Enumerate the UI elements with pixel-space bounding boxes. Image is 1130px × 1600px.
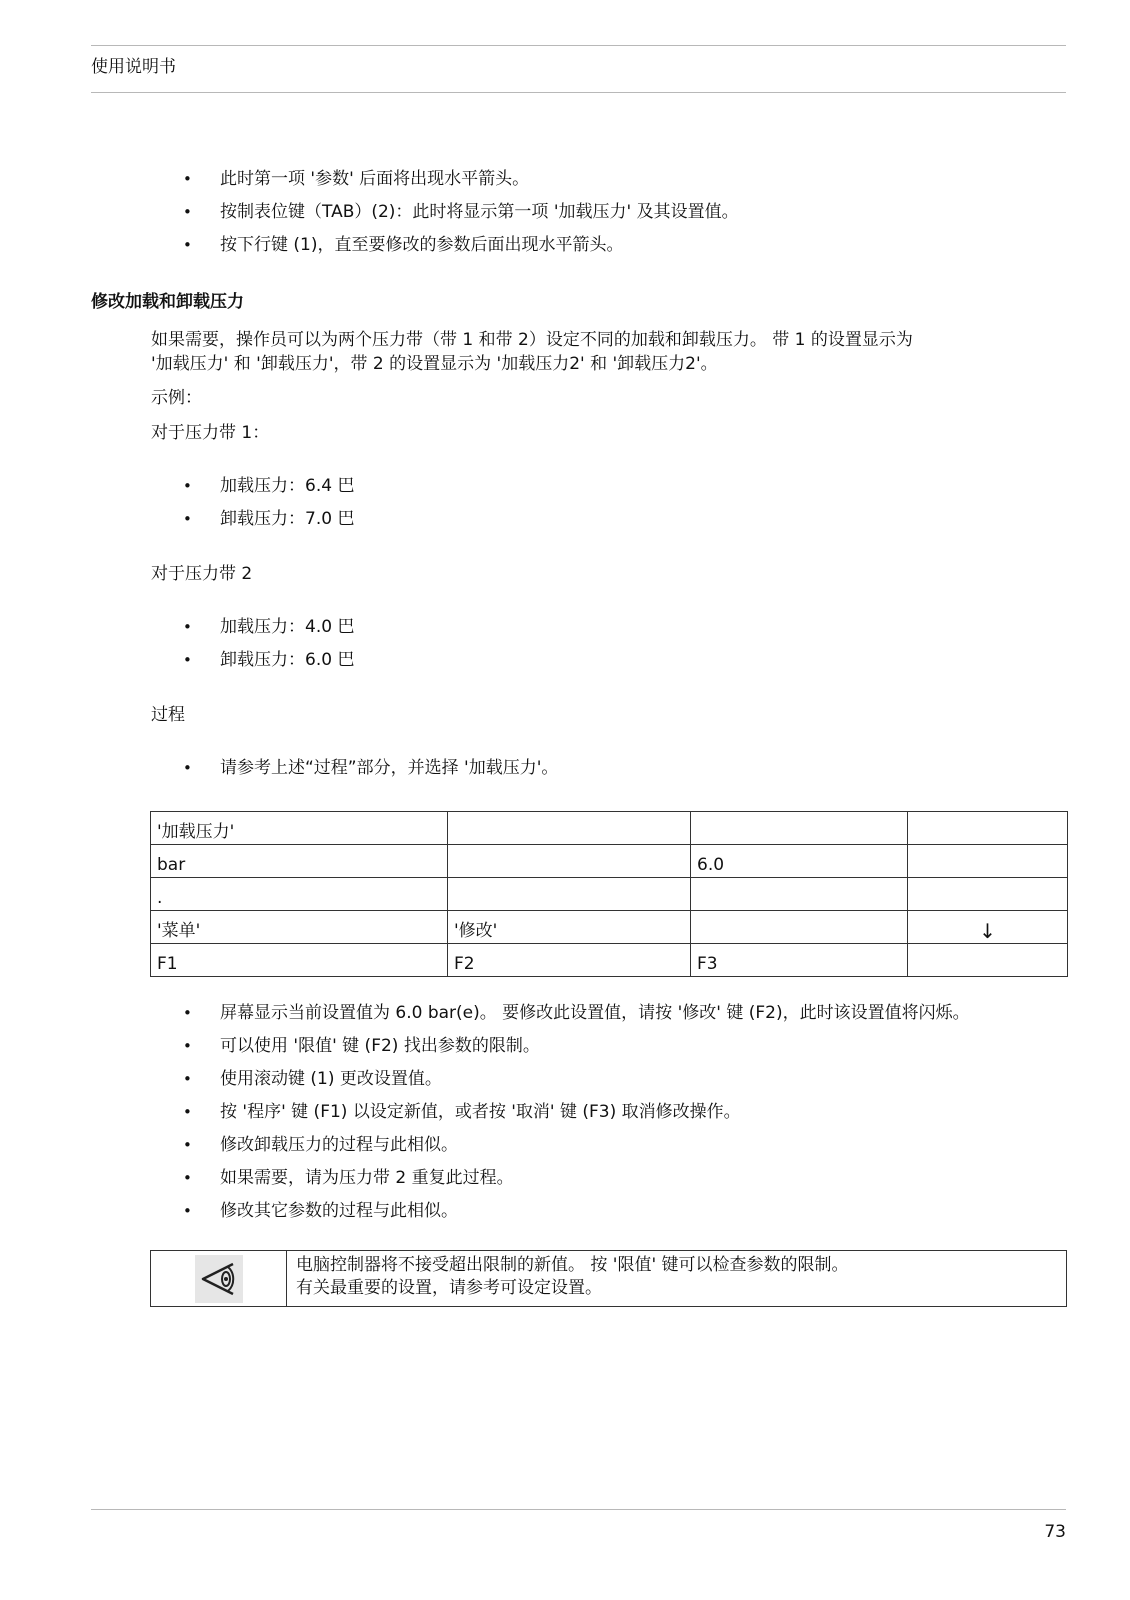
- band1-label: 对于压力带 1：: [151, 423, 270, 443]
- list-item: • 按下行键 (1)，直至要修改的参数后面出现水平箭头。: [150, 229, 739, 262]
- list-item: • 如果需要，请为压力带 2 重复此过程。: [150, 1162, 970, 1195]
- note-text-cell: [287, 1251, 1067, 1307]
- procedure-label: 过程: [151, 705, 185, 725]
- table-row: [151, 812, 1068, 845]
- list-item: • 加载压力：4.0 巴: [150, 611, 354, 644]
- controller-display-table: [150, 811, 1068, 977]
- example-label: 示例：: [151, 388, 202, 408]
- list-item: • 加载压力：6.4 巴: [150, 470, 354, 503]
- header-bottom-rule: [91, 92, 1066, 93]
- table-cell: [691, 878, 908, 911]
- list-item: • 请参考上述“过程”部分，并选择 '加载压力'。: [150, 752, 558, 785]
- table-row: [151, 845, 1068, 878]
- document-title: 使用说明书: [91, 57, 176, 77]
- table-cell: '加载压力': [151, 812, 448, 845]
- intro-bullet-list: [150, 163, 739, 262]
- list-item: • 卸载压力：6.0 巴: [150, 644, 354, 677]
- table-cell: [691, 812, 908, 845]
- note-line: 有关最重要的设置，请参考可设定设置。: [296, 1278, 602, 1298]
- note-box: [150, 1250, 1067, 1307]
- function-key-f3: F3: [691, 944, 908, 977]
- menu-softkey-label: '菜单': [151, 911, 448, 944]
- list-item: • 屏幕显示当前设置值为 6.0 bar(e)。 要修改此设置值，请按 '修改' 键 (F2)，此时该设置值将闪烁。: [150, 997, 970, 1030]
- function-key-f1: F1: [151, 944, 448, 977]
- table-row: [151, 878, 1068, 911]
- list-item: • 使用滚动键 (1) 更改设置值。: [150, 1063, 970, 1096]
- table-cell: [691, 911, 908, 944]
- description-line: '加载压力' 和 '卸载压力'，带 2 的设置显示为 '加载压力2' 和 '卸载压力2'。: [151, 354, 718, 374]
- list-item: • 此时第一项 '参数' 后面将出现水平箭头。: [150, 163, 739, 196]
- table-cell: [448, 845, 691, 878]
- band2-label: 对于压力带 2: [151, 564, 253, 584]
- down-arrow-icon: ↓: [908, 911, 1068, 944]
- note-line: 电脑控制器将不接受超出限制的新值。 按 '限值' 键可以检查参数的限制。: [296, 1255, 849, 1275]
- list-item: • 按 '程序' 键 (F1) 以设定新值，或者按 '取消' 键 (F3) 取消修改操作。: [150, 1096, 970, 1129]
- table-row: [151, 944, 1068, 977]
- table-cell: [908, 812, 1068, 845]
- table-cell: [908, 944, 1068, 977]
- page-number: 73: [1044, 1522, 1066, 1542]
- band2-bullet-list: [150, 611, 354, 677]
- table-cell: [448, 812, 691, 845]
- note-icon-cell: [151, 1251, 287, 1307]
- table-row: [151, 911, 1068, 944]
- description-line: 如果需要，操作员可以为两个压力带（带 1 和带 2）设定不同的加载和卸载压力。 带 1 的设置显示为: [151, 330, 913, 350]
- section-heading: 修改加载和卸载压力: [91, 292, 244, 312]
- modify-softkey-label: '修改': [448, 911, 691, 944]
- list-item: • 按制表位键（TAB）(2)：此时将显示第一项 '加载压力' 及其设置值。: [150, 196, 739, 229]
- list-item: • 可以使用 '限值' 键 (F2) 找出参数的限制。: [150, 1030, 970, 1063]
- table-cell: 6.0: [691, 845, 908, 878]
- function-key-f2: F2: [448, 944, 691, 977]
- table-cell: bar: [151, 845, 448, 878]
- list-item: • 修改其它参数的过程与此相似。: [150, 1195, 970, 1228]
- eye-icon: [195, 1255, 243, 1303]
- header-top-rule: [91, 45, 1066, 46]
- table-cell: .: [151, 878, 448, 911]
- list-item: • 卸载压力：7.0 巴: [150, 503, 354, 536]
- band1-bullet-list: [150, 470, 354, 536]
- procedure-bullet-list: [150, 752, 558, 785]
- instruction-bullet-list: [150, 997, 970, 1228]
- table-cell: [448, 878, 691, 911]
- list-item: • 修改卸载压力的过程与此相似。: [150, 1129, 970, 1162]
- section-description: [151, 328, 913, 376]
- footer-rule: [91, 1509, 1066, 1510]
- table-cell: [908, 878, 1068, 911]
- table-cell: [908, 845, 1068, 878]
